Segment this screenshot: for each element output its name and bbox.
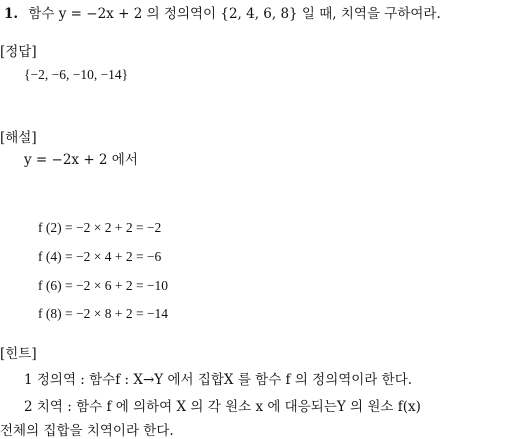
hint-heading: [힌트] — [0, 346, 37, 362]
solution-step: f (8) = −2 × 8 + 2 = −14 — [38, 306, 169, 321]
solution-heading: [해설] — [0, 130, 37, 146]
solution-step: f (6) = −2 × 6 + 2 = −10 — [38, 278, 169, 293]
solution-step: f (2) = −2 × 2 + 2 = −2 — [38, 220, 162, 235]
solution-step: f (4) = −2 × 4 + 2 = −6 — [38, 249, 162, 264]
problem-statement — [4, 6, 441, 22]
answer-heading: [정답] — [0, 44, 37, 60]
answer-value: {−2, −6, −10, −14} — [24, 67, 129, 82]
hint-line: 1 정의역 : 함수f : X→Y 에서 집합X 를 함수 f 의 정의역이라 한다. — [24, 372, 413, 388]
hint-line: 전체의 집합을 치역이라 한다. — [0, 423, 174, 439]
solution-intro: y = −2x + 2 에서 — [24, 152, 138, 168]
problem-number: 1. — [4, 6, 19, 22]
problem-text: 함수 y = −2x + 2 의 정의역이 {2, 4, 6, 8} 일 때, 치역을 구하여라. — [28, 6, 441, 22]
hint-line: 2 치역 : 함수 f 에 의하여 X 의 각 원소 x 에 대응되는Y 의 원소 f(x) — [24, 399, 421, 415]
